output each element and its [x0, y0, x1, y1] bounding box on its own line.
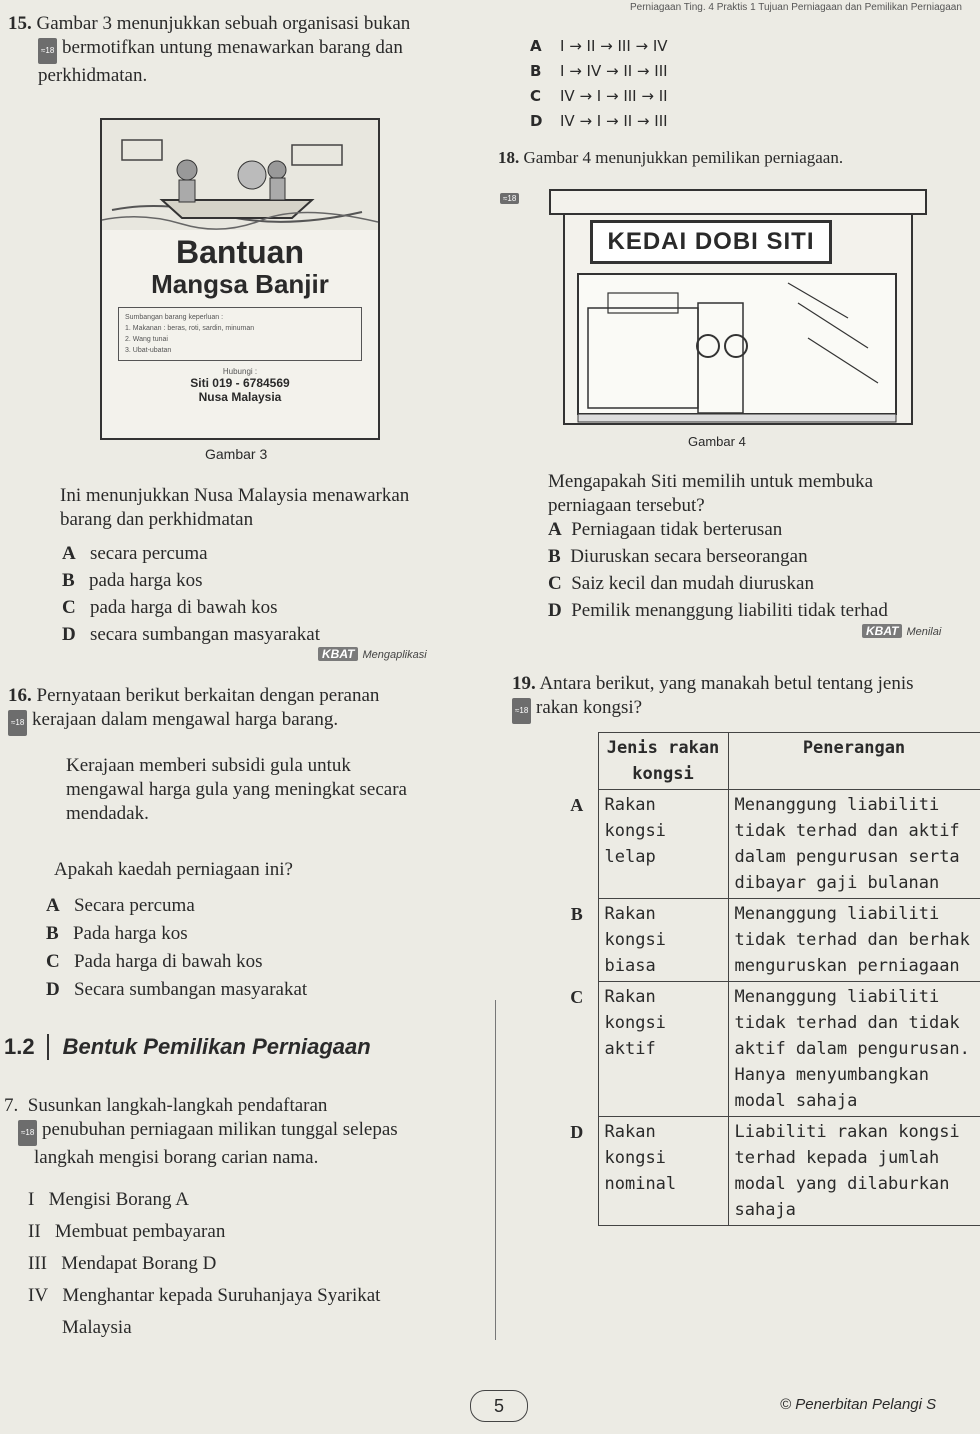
option-c[interactable]: C IV → I → III → II — [530, 87, 668, 105]
page-number: 5 — [470, 1390, 528, 1422]
figure-caption: Gambar 4 — [688, 434, 746, 449]
page-ref-badge: ≈18 — [500, 188, 519, 206]
option-c[interactable]: C Saiz kecil dan mudah diuruskan — [548, 573, 814, 594]
laundry-shop-illustration — [548, 188, 928, 428]
question-text: kerajaan dalam mengawal harga barang. — [32, 709, 339, 730]
question-16 — [8, 684, 473, 736]
poster-org: Nusa Malaysia — [198, 390, 282, 404]
step-item: II Membuat pembayaran — [28, 1221, 226, 1242]
partner-type: Rakan kongsi nominal — [598, 1117, 728, 1226]
section-title: Bentuk Pemilikan Perniagaan — [62, 1034, 371, 1059]
partner-description: Menanggung liabiliti tidak terhad dan aktif dalam pengurusan serta dibayar gaji bulanan — [728, 790, 980, 899]
question-16-options — [46, 894, 466, 1002]
option-a[interactable]: A I → II → III → IV — [530, 37, 668, 55]
question-text: Antara berikut, yang manakah betul tentang jenis — [539, 673, 914, 694]
table-row[interactable] — [556, 982, 980, 1117]
question-17-answers — [530, 34, 668, 134]
partner-type: Rakan kongsi aktif — [598, 982, 728, 1117]
partnership-table-wrapper — [556, 732, 980, 1226]
page-ref-badge: ≈18 — [38, 38, 57, 64]
question-15-stem — [60, 484, 470, 532]
question-text: Gambar 3 menunjukkan sebuah organisasi bukan — [36, 13, 411, 34]
partner-description: Menanggung liabiliti tidak terhad dan tidak aktif dalam pengurusan. Hanya menyumbangkan modal sahaja — [728, 982, 980, 1117]
question-text: Pernyataan berikut berkaitan dengan peranan — [36, 685, 380, 706]
poster-line: 2. Wang tunai — [125, 336, 168, 343]
table-row[interactable] — [556, 899, 980, 982]
row-letter: B — [570, 903, 583, 924]
option-c[interactable]: C Pada harga di bawah kos — [46, 951, 263, 972]
question-number: 18. — [498, 148, 520, 167]
option-b[interactable]: B Pada harga kos — [46, 923, 188, 944]
column-header: Jenis rakan kongsi — [598, 733, 728, 790]
publisher-credit: © Penerbitan Pelangi S — [780, 1396, 937, 1413]
partner-description: Liabiliti rakan kongsi terhad kepada jumlah modal yang dilaburkan sahaja — [728, 1117, 980, 1226]
case-text: Kerajaan memberi subsidi gula untuk — [66, 755, 351, 776]
question-text: Mengapakah Siti memilih untuk membuka — [548, 471, 874, 492]
question-text: penubuhan perniagaan milikan tunggal selepas — [42, 1119, 398, 1140]
question-text: rakan kongsi? — [536, 697, 643, 718]
partner-description: Menanggung liabiliti tidak terhad dan berhak menguruskan perniagaan — [728, 899, 980, 982]
question-19 — [512, 672, 978, 724]
poster-donation-box — [118, 307, 362, 361]
case-text: mengawal harga gula yang meningkat secara — [66, 779, 407, 800]
question-number: 19. — [512, 673, 536, 694]
question-18-options — [548, 518, 978, 623]
option-c[interactable]: C pada harga di bawah kos — [62, 597, 278, 618]
question-text: Gambar 4 menunjukkan pemilikan perniagaan. — [523, 148, 844, 167]
poster-contact-label: Hubungi : — [222, 367, 258, 376]
section-number: 1.2 — [4, 1034, 49, 1060]
question-18-stem — [548, 470, 978, 518]
option-d[interactable]: D Pemilik menanggung liabiliti tidak terhad — [548, 600, 888, 621]
question-17-steps — [28, 1188, 488, 1340]
option-b[interactable]: B pada harga kos — [62, 570, 203, 591]
table-row[interactable] — [556, 1117, 980, 1226]
question-number: 15. — [8, 13, 32, 34]
poster-line: 1. Makanan : beras, roti, sardin, minuman — [125, 325, 255, 332]
question-number: 7. — [4, 1095, 19, 1116]
row-letter: A — [570, 794, 584, 815]
kbat-badge: KBAT Menilai — [862, 622, 941, 640]
poster-contact: Siti 019 - 6784569 — [190, 376, 290, 390]
table-row[interactable] — [556, 790, 980, 899]
option-b[interactable]: B Diuruskan secara berseorangan — [548, 546, 808, 567]
page-ref-badge: ≈18 — [18, 1120, 37, 1146]
question-18 — [498, 146, 978, 170]
flood-boat-illustration — [102, 120, 378, 230]
option-d[interactable]: D secara sumbangan masyarakat — [62, 624, 320, 645]
question-number: 16. — [8, 685, 32, 706]
page-ref-badge: ≈18 — [512, 698, 531, 724]
case-text: mendadak. — [66, 803, 149, 824]
question-16-prompt: Apakah kaedah perniagaan ini? — [54, 859, 293, 880]
figure-caption: Gambar 3 — [205, 446, 268, 462]
section-heading — [4, 1034, 371, 1060]
question-16-case — [66, 754, 461, 826]
flood-aid-poster — [100, 118, 380, 440]
poster-line: 3. Ubat-ubatan — [125, 347, 172, 354]
step-item: IV Menghantar kepada Suruhanjaya Syarikat — [28, 1285, 381, 1306]
column-divider — [495, 1000, 496, 1340]
option-b[interactable]: B I → IV → II → III — [530, 62, 668, 80]
table-header-row — [556, 733, 980, 790]
question-text: bermotifkan untung menawarkan barang dan — [62, 37, 403, 58]
row-letter: C — [570, 986, 584, 1007]
partner-type: Rakan kongsi lelap — [598, 790, 728, 899]
question-text: Ini menunjukkan Nusa Malaysia menawarkan — [60, 485, 410, 506]
kbat-badge: KBAT Mengaplikasi — [318, 645, 427, 663]
question-15-options — [62, 542, 482, 647]
option-a[interactable]: A Perniagaan tidak berterusan — [548, 519, 783, 540]
question-15 — [8, 12, 478, 88]
option-a[interactable]: A secara percuma — [62, 543, 208, 564]
question-text: barang dan perkhidmatan — [60, 509, 254, 530]
page-header: Perniagaan Ting. 4 Praktis 1 Tujuan Perniagaan dan Pemilikan Perniagaan — [630, 2, 962, 13]
option-d[interactable]: D Secara sumbangan masyarakat — [46, 979, 308, 1000]
question-17 — [4, 1094, 474, 1170]
question-text: perniagaan tersebut? — [548, 495, 705, 516]
poster-subtitle: Mangsa Banjir — [151, 269, 329, 299]
poster-title: Bantuan — [176, 234, 304, 270]
step-item-continued: Malaysia — [62, 1317, 132, 1338]
question-text: Susunkan langkah-langkah pendaftaran — [27, 1095, 328, 1116]
column-header: Penerangan — [728, 733, 980, 790]
option-a[interactable]: A Secara percuma — [46, 895, 195, 916]
step-item: III Mendapat Borang D — [28, 1253, 217, 1274]
poster-line: Sumbangan barang keperluan : — [125, 314, 224, 321]
step-item: I Mengisi Borang A — [28, 1189, 189, 1210]
question-text: perkhidmatan. — [38, 65, 148, 86]
partnership-table — [556, 732, 980, 1226]
partner-type: Rakan kongsi biasa — [598, 899, 728, 982]
option-d[interactable]: D IV → I → II → III — [530, 112, 668, 130]
page-ref-badge: ≈18 — [8, 710, 27, 736]
question-text: langkah mengisi borang carian nama. — [34, 1147, 319, 1168]
row-letter: D — [570, 1121, 584, 1142]
shop-sign: KEDAI DOBI SITI — [590, 220, 832, 264]
